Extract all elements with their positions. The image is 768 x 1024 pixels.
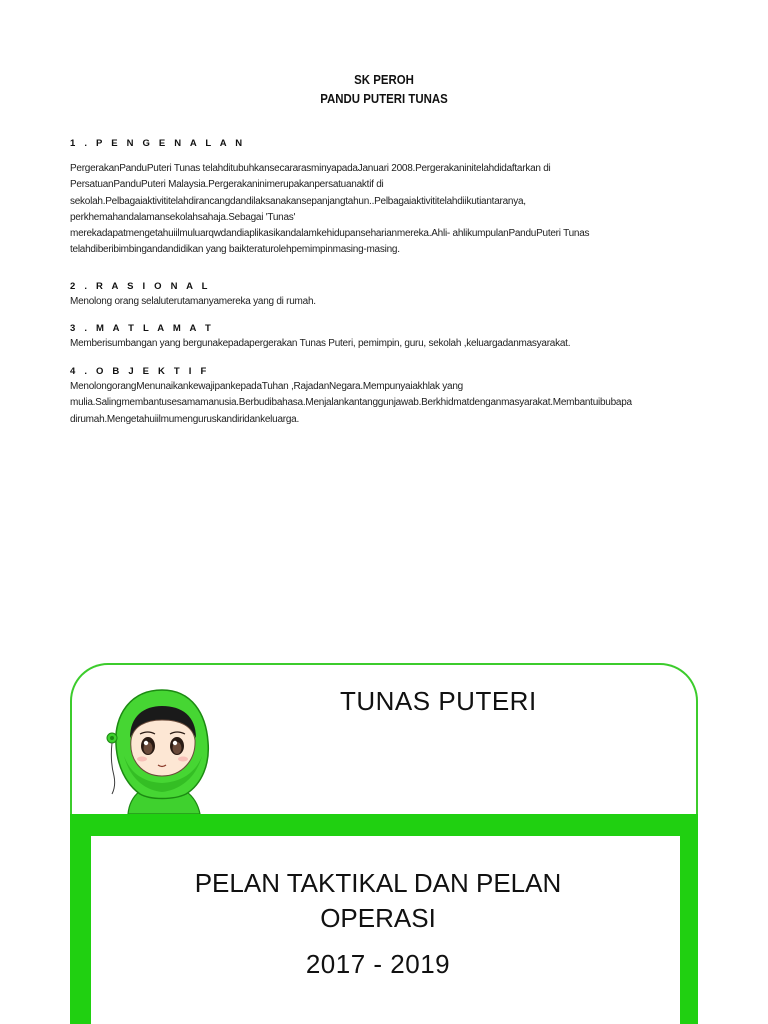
body-line: MenolongorangMenunaikankewajipankepadaTuhan ,RajadanNegara.Mempunyaiakhlak yang [70,381,463,392]
cover-title: TUNAS PUTERI [340,686,537,716]
body-line: PergerakanPanduPuteri Tunas telahditubuhkansecararasminyapadaJanuari 2008.Pergerakaninitelahdidaftarkan di [70,163,551,174]
plan-title-line: PELAN TAKTIKAL DAN PELAN [194,868,562,898]
section-pengenalan [70,137,695,259]
section-body [70,379,695,428]
body-line: telahdiberibimbingandandidikan yang baikteraturolehpemimpinmasing-masing. [70,244,400,256]
plan-title [91,866,665,936]
section-heading: 1 . P E N G E N A L A N [70,138,246,149]
section-objektif [70,365,695,428]
section-rasional [70,280,695,310]
section-heading: 2 . R A S I O N A L [70,281,211,292]
section-body [70,161,695,259]
school-name: SK PEROH [354,72,414,87]
document-header [0,70,768,108]
hijab-girl-mascot-icon [100,686,225,814]
body-line: sekolah.Pelbagaiaktivititelahdirancangdandilaksanakansepanjangtahun..Pelbagaiaktivititelahdiikutiantaranya, [70,195,526,207]
body-line: Memberisumbangan yang bergunakepadapergerakan Tunas Puteri, pemimpin, guru, sekolah ,keluargadanmasyarakat. [70,338,571,349]
body-line: merekadapatmengetahuiilmuluarqwdandiaplikasikandalamkehidupanseharianmereka.Ahli- ahlikumpulanPanduPuteri Tunas [70,228,590,240]
body-line: dirumah.Mengetahuiilmumenguruskandiridankeluarga. [70,413,299,425]
body-line: PersatuanPanduPuteri Malaysia.Pergerakaninimerupakanpersatuanaktif di [70,179,384,191]
organization-name: PANDU PUTERI TUNAS [320,91,448,106]
body-line: mulia.Salingmembantusesamamanusia.Berbudibahasa.Menjalankantanggunjawab.Berkhidmatdenganmasyarakat.Membantuibubapa [70,397,632,409]
section-heading: 4 . O B J E K T I F [70,366,210,377]
section-matlamat [70,322,695,352]
body-line: perkhemahandalamansekolahsahaja.Sebagai 'Tunas' [70,211,296,223]
section-body [70,336,695,352]
plan-years: 2017 - 2019 [305,949,451,979]
section-heading: 3 . M A T L A M A T [70,323,215,334]
body-line: Menolong orang selaluterutamanyamereka yang di rumah. [70,296,316,307]
section-body [70,294,695,310]
plan-title-line: OPERASI [320,903,436,933]
